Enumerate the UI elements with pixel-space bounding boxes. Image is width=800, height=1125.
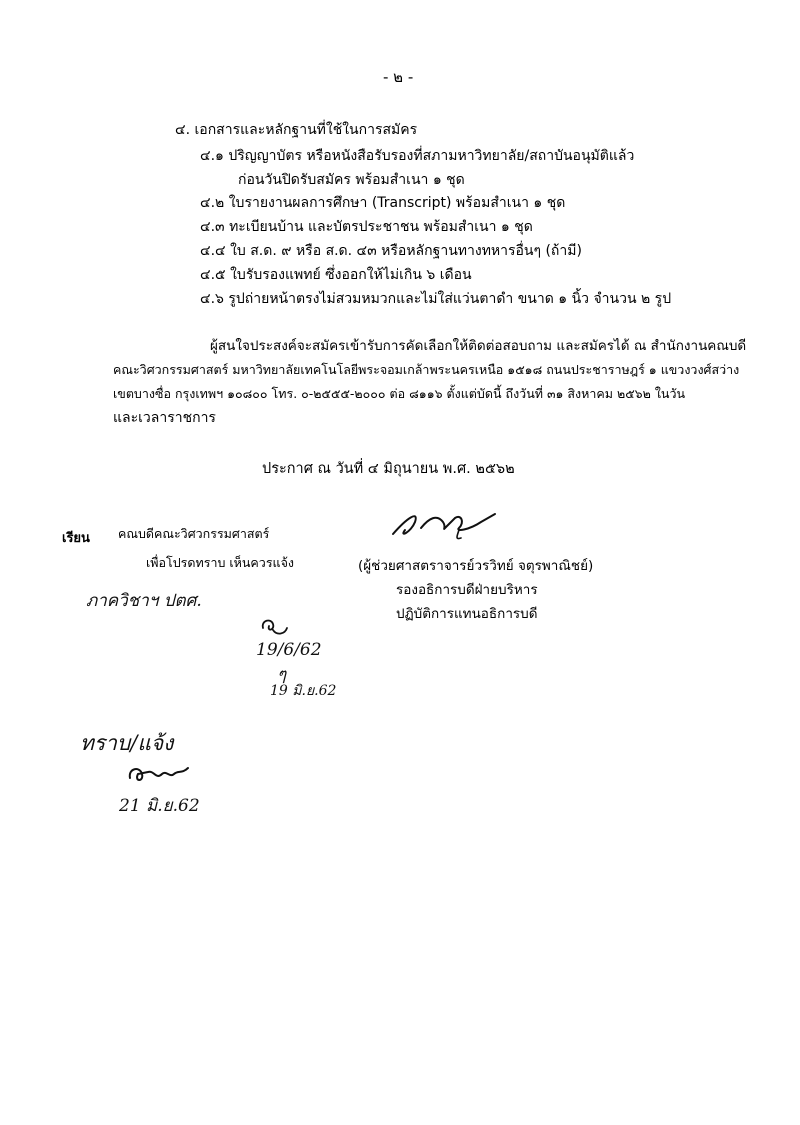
signature <box>385 500 535 550</box>
page-number: - ๒ - <box>383 68 414 86</box>
section-heading: ๔. เอกสารและหลักฐานที่ใช้ในการสมัคร <box>175 122 418 138</box>
memo-label: เรียน <box>62 531 90 546</box>
handwritten-date: 19/6/62 <box>256 640 322 660</box>
list-item: ๔.๓ ทะเบียนบ้าน และบัตรประชาชน พร้อมสำเนา ๑ ชุด <box>200 219 533 235</box>
list-item: ๔.๑ ปริญญาบัตร หรือหนังสือรับรองที่สภามหาวิทยาลัย/สถาบันอนุมัติแล้ว <box>200 148 635 164</box>
handwritten-signature <box>124 760 194 790</box>
memo-line: เพื่อโปรดทราบ เห็นควรแจ้ง <box>146 555 295 570</box>
handwritten-note: ทราบ/แจ้ง <box>80 731 174 755</box>
paragraph-line: และเวลาราชการ <box>113 410 216 426</box>
paragraph-line: คณะวิศวกรรมศาสตร์ มหาวิทยาลัยเทคโนโลยีพระจอมเกล้าพระนครเหนือ ๑๕๑๘ ถนนประชาราษฎร์ ๑ แขวงวงศ์สว่าง <box>113 362 740 377</box>
handwritten-initials <box>257 614 291 640</box>
signatory-position: รองอธิการบดีฝ่ายบริหาร <box>396 582 538 598</box>
list-item: ๔.๒ ใบรายงานผลการศึกษา (Transcript) พร้อมสำเนา ๑ ชุด <box>200 195 566 211</box>
paragraph-line: ผู้สนใจประสงค์จะสมัครเข้ารับการคัดเลือกให้ติดต่อสอบถาม และสมัครได้ ณ สำนักงานคณบดี <box>210 338 747 354</box>
paragraph-line: เขตบางซื่อ กรุงเทพฯ ๑๐๘๐๐ โทร. ๐-๒๕๕๕-๒๐๐๐ ต่อ ๘๑๑๖ ตั้งแต่บัดนี้ ถึงวันที่ ๓๑ สิงหาคม ๒๕๖๒ ในวัน <box>113 386 686 401</box>
handwritten-date: 21 มิ.ย.62 <box>119 796 200 816</box>
signatory-acting: ปฏิบัติการแทนอธิการบดี <box>396 606 538 622</box>
list-item: ก่อนวันปิดรับสมัคร พร้อมสำเนา ๑ ชุด <box>238 172 465 188</box>
announcement-date: ประกาศ ณ วันที่ ๔ มิถุนายน พ.ศ. ๒๕๖๒ <box>262 461 515 477</box>
handwritten-note: ภาควิชาฯ ปตศ. <box>86 591 202 611</box>
memo-line: คณบดีคณะวิศวกรรมศาสตร์ <box>118 526 270 541</box>
list-item: ๔.๔ ใบ ส.ด. ๙ หรือ ส.ด. ๔๓ หรือหลักฐานทางทหารอื่นๆ (ถ้ามี) <box>200 243 582 259</box>
list-item: ๔.๕ ใบรับรองแพทย์ ซึ่งออกให้ไม่เกิน ๖ เดือน <box>200 267 472 283</box>
handwritten-date: 19 มิ.ย.62 <box>270 683 337 699</box>
list-item: ๔.๖ รูปถ่ายหน้าตรงไม่สวมหมวกและไม่ใส่แว่นตาดำ ขนาด ๑ นิ้ว จำนวน ๒ รูป <box>200 291 672 307</box>
signatory-name: (ผู้ช่วยศาสตราจารย์วรวิทย์ จตุรพาณิชย์) <box>358 558 594 574</box>
handwritten-mark: ๆ <box>277 665 287 685</box>
